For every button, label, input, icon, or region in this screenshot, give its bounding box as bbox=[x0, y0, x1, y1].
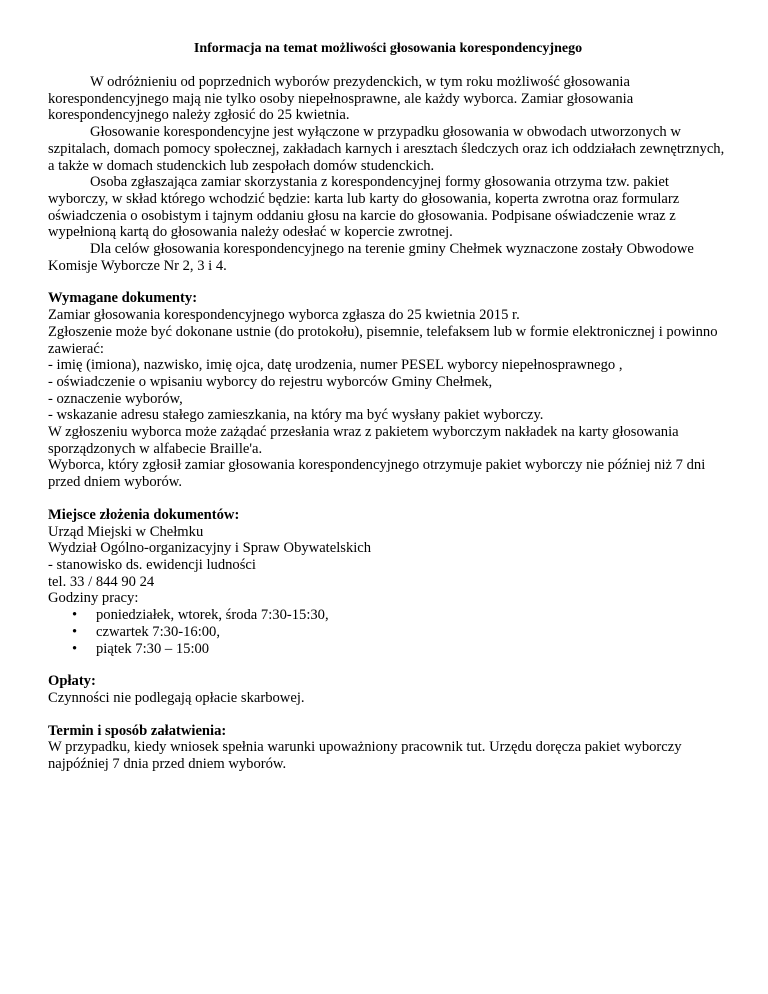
office-hours-entry: czwartek 7:30-16:00, bbox=[96, 623, 221, 640]
section-heading-required-documents: Wymagane dokumenty: bbox=[48, 290, 198, 307]
text-line: W zgłoszeniu wyborca może zażądać przesłania wraz z pakietem wyborczym nakładek na karty głosowania sporządzonych w alfabecie Braille'a. bbox=[48, 424, 679, 457]
document-page bbox=[48, 40, 728, 773]
text-line: Zgłoszenie może być dokonane ustnie (do protokołu), pisemnie, telefaksem lub w formie elektronicznej i powinno zawierać: bbox=[48, 323, 718, 357]
document-title: Informacja na temat możliwości głosowania korespondencyjnego bbox=[193, 41, 583, 56]
bullet-icon: • bbox=[72, 623, 78, 640]
bullet-icon: • bbox=[72, 607, 78, 624]
office-hours-entry: piątek 7:30 – 15:00 bbox=[96, 640, 210, 657]
bullet-icon: • bbox=[72, 640, 78, 657]
handling-section bbox=[48, 723, 728, 773]
intro-paragraph: W odróżnieniu od poprzednich wyborów prezydenckich, w tym roku możliwość głosowania korespondencyjnego mają nie tylko osoby niepełnosprawne, ale każdy wyborca. Zamiar głosowania korespondencyjnego należy zgłosić do 25 kwietnia. bbox=[48, 74, 634, 124]
intro-paragraph: Dla celów głosowania korespondencyjnego na terenie gminy Chełmek wyznaczone zostały Obwodowe Komisje Wyborcze Nr 2, 3 i 4. bbox=[48, 241, 694, 274]
section-heading-handling: Termin i sposób załatwienia: bbox=[48, 722, 227, 739]
text-line: - oznaczenie wyborów, bbox=[48, 390, 183, 407]
office-hours-list bbox=[48, 607, 728, 657]
fees-section bbox=[48, 673, 728, 706]
text-line: Czynności nie podlegają opłacie skarbowej. bbox=[48, 689, 305, 706]
hours-label: Godziny pracy: bbox=[48, 590, 139, 607]
intro-section bbox=[48, 74, 728, 274]
text-line: - imię (imiona), nazwisko, imię ojca, datę urodzenia, numer PESEL wyborcy niepełnosprawnego , bbox=[48, 357, 623, 374]
text-line: W przypadku, kiedy wniosek spełnia warunki upoważniony pracownik tut. Urzędu doręcza pakiet wyborczy najpóźniej 7 dnia przed dniem wyborów. bbox=[48, 739, 682, 773]
desk-name: - stanowisko ds. ewidencji ludności bbox=[48, 556, 256, 573]
text-line: Wyborca, który zgłosił zamiar głosowania korespondencyjnego otrzymuje pakiet wyborczy nie później niż 7 dni przed dniem wyborów. bbox=[48, 457, 706, 491]
text-line: - oświadczenie o wpisaniu wyborcy do rejestru wyborców Gminy Chełmek, bbox=[48, 373, 493, 390]
office-hours-entry: poniedziałek, wtorek, środa 7:30-15:30, bbox=[96, 607, 329, 624]
required-documents-section bbox=[48, 290, 728, 490]
text-line: - wskazanie adresu stałego zamieszkania, na który ma być wysłany pakiet wyborczy. bbox=[48, 407, 544, 424]
section-heading-submission-place: Miejsce złożenia dokumentów: bbox=[48, 506, 240, 523]
intro-paragraph: Osoba zgłaszająca zamiar skorzystania z korespondencyjnej formy głosowania otrzyma tzw. pakiet wyborczy, w skład którego wchodzić będzie: karta lub karty do głosowania, koperta zwrotna oraz formularz oświadczenia o osobistym i tajnym oddaniu głosu na karcie do głosowania. Podpisane oświadczenie wraz z wypełnioną kartą do głosowania należy odesłać w kopercie zwrotnej. bbox=[48, 174, 680, 241]
section-heading-fees: Opłaty: bbox=[48, 673, 96, 690]
office-name: Urząd Miejski w Chełmku bbox=[48, 523, 204, 540]
list-item bbox=[48, 641, 728, 658]
text-line: Zamiar głosowania korespondencyjnego wyborca zgłasza do 25 kwietnia 2015 r. bbox=[48, 307, 520, 324]
list-item bbox=[48, 607, 728, 624]
submission-place-section bbox=[48, 507, 728, 657]
department-name: Wydział Ogólno-organizacyjny i Spraw Obywatelskich bbox=[48, 540, 372, 557]
list-item bbox=[48, 624, 728, 641]
intro-paragraph: Głosowanie korespondencyjne jest wyłączone w przypadku głosowania w obwodach utworzonych w szpitalach, domach pomocy społecznej, zakładach karnych i aresztach śledczych oraz ich oddziałach zewnętrznych, a także w domach studenckich lub zespołach domów studenckich. bbox=[48, 124, 725, 174]
phone-number: tel. 33 / 844 90 24 bbox=[48, 573, 155, 590]
